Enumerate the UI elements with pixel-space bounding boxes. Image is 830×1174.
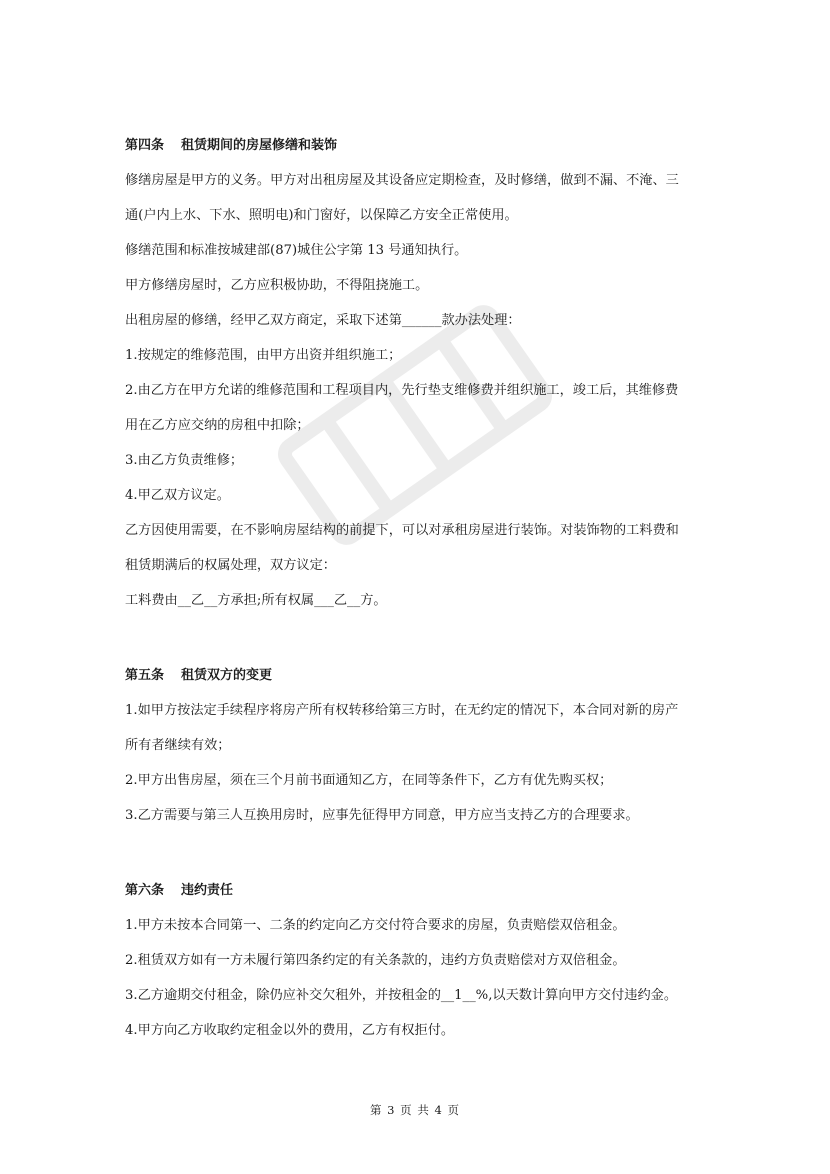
section-title: 违约责任 xyxy=(181,883,234,898)
section-heading xyxy=(125,873,715,908)
list-item: 4.甲乙双方议定。 xyxy=(125,488,230,503)
paragraph: 出租房屋的修缮，经甲乙双方商定，采取下述第______款办法处理： xyxy=(125,313,521,328)
list-item: 3.乙方需要与第三人互换用房时，应事先征得甲方同意，甲方应当支持乙方的合理要求。 xyxy=(125,808,639,823)
document-body xyxy=(125,128,715,1048)
paragraph: 租赁期满后的权属处理，双方议定： xyxy=(125,558,336,573)
list-item: 所有者继续有效； xyxy=(125,738,231,753)
list-item: 1.甲方未按本合同第一、二条的约定向乙方交付符合要求的房屋，负责赔偿双倍租金。 xyxy=(125,918,626,933)
section-heading xyxy=(125,658,715,693)
list-item: 1.按规定的维修范围，由甲方出资并组织施工； xyxy=(125,348,402,363)
list-item: 3.由乙方负责维修； xyxy=(125,453,244,468)
section-gap xyxy=(125,618,715,658)
paragraph: 甲方修缮房屋时，乙方应积极协助，不得阻挠施工。 xyxy=(125,278,429,293)
section-5 xyxy=(125,658,715,833)
paragraph: 修缮房屋是甲方的义务。甲方对出租房屋及其设备应定期检查，及时修缮，做到不漏、不淹、三 xyxy=(125,173,679,188)
list-item: 3.乙方逾期交付租金，除仍应补交欠租外，并按租金的__1__%,以天数计算向甲方交付违约金。 xyxy=(125,988,678,1003)
section-number: 第六条 xyxy=(125,883,165,898)
section-4 xyxy=(125,128,715,618)
section-gap xyxy=(125,833,715,873)
paragraph: 工料费由__乙__方承担;所有权属___乙__方。 xyxy=(125,593,387,608)
list-item: 用在乙方应交纳的房租中扣除； xyxy=(125,418,310,433)
list-item: 2.由乙方在甲方允诺的维修范围和工程项目内，先行垫支维修费并组织施工，竣工后，其维修费 xyxy=(125,383,679,398)
paragraph: 通(户内上水、下水、照明电)和门窗好，以保障乙方安全正常使用。 xyxy=(125,208,518,223)
section-6 xyxy=(125,873,715,1048)
section-title: 租赁期间的房屋修缮和装饰 xyxy=(181,138,338,153)
list-item: 1.如甲方按法定手续程序将房产所有权转移给第三方时，在无约定的情况下，本合同对新的房产 xyxy=(125,703,679,718)
list-item: 4.甲方向乙方收取约定租金以外的费用，乙方有权拒付。 xyxy=(125,1023,455,1038)
paragraph: 修缮范围和标准按城建部(87)城住公字第 13 号通知执行。 xyxy=(125,243,468,258)
section-heading xyxy=(125,128,715,163)
paragraph: 乙方因使用需要，在不影响房屋结构的前提下，可以对承租房屋进行装饰。对装饰物的工料费和 xyxy=(125,523,679,538)
page-footer: 第 3 页 共 4 页 xyxy=(370,1103,460,1117)
section-title: 租赁双方的变更 xyxy=(181,668,273,683)
section-number: 第五条 xyxy=(125,668,165,683)
section-number: 第四条 xyxy=(125,138,165,153)
list-item: 2.甲方出售房屋，须在三个月前书面通知乙方，在同等条件下，乙方有优先购买权； xyxy=(125,773,613,788)
list-item: 2.租赁双方如有一方未履行第四条约定的有关条款的，违约方负责赔偿对方双倍租金。 xyxy=(125,953,626,968)
